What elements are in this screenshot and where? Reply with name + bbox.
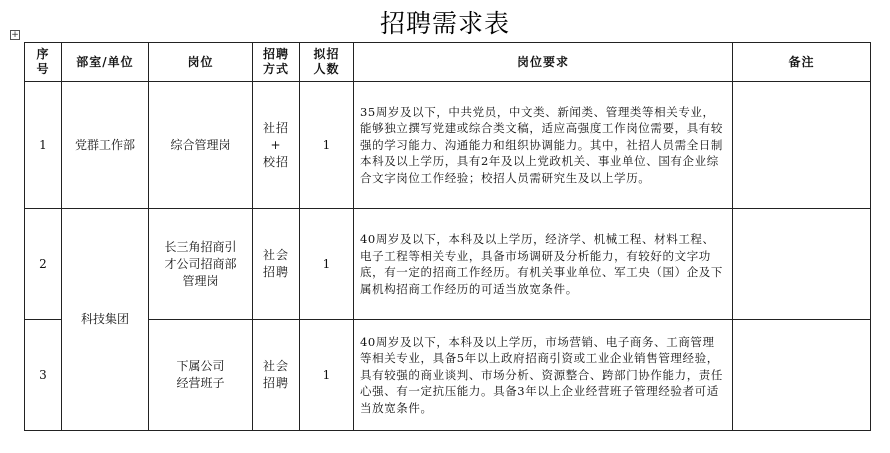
- row-1-method-line-3: 校招: [262, 154, 289, 169]
- header-no-line-2: 号: [36, 62, 50, 76]
- row-3-count: 1: [300, 320, 354, 431]
- row-2-remarks: [733, 209, 871, 320]
- row-1-remarks: [733, 82, 871, 209]
- header-count: [300, 43, 354, 82]
- row-2-method: [253, 209, 300, 320]
- header-method-line-1: 招聘: [262, 47, 289, 61]
- table-row: [25, 320, 871, 431]
- header-remarks: 备注: [733, 43, 871, 82]
- page-title: 招聘需求表: [379, 9, 510, 38]
- row-1-method-line-2: +: [270, 137, 282, 152]
- row-3-method: [253, 320, 300, 431]
- row-3-method-line-1: 社会: [262, 359, 289, 373]
- header-no-line-1: 序: [36, 47, 50, 61]
- row-2-method-line-1: 社会: [262, 248, 289, 262]
- row-3-post-line-1: 下属公司: [176, 359, 225, 373]
- header-dept: 部室/单位: [62, 43, 149, 82]
- recruitment-table: [24, 42, 871, 431]
- header-no: [25, 43, 62, 82]
- row-2-3-dept: 科技集团: [62, 209, 149, 431]
- header-method: [253, 43, 300, 82]
- row-3-post: [149, 320, 253, 431]
- row-1-post: 综合管理岗: [149, 82, 253, 209]
- header-requirements: 岗位要求: [354, 43, 733, 82]
- row-3-remarks: [733, 320, 871, 431]
- row-1-count: 1: [300, 82, 354, 209]
- row-3-post-line-2: 经营班子: [176, 376, 225, 390]
- header-count-line-2: 人数: [313, 62, 340, 76]
- table-row: [25, 82, 871, 209]
- table-header-row: [25, 43, 871, 82]
- header-count-line-1: 拟招: [313, 47, 340, 61]
- row-2-requirements: 40周岁及以下，本科及以上学历，经济学、机械工程、材料工程、电子工程等相关专业，具备市场调研及分析能力，有较好的文字功底，有一定的招商工作经历。有机关事业单位、军工央（国）企及下属机构招商工作经历的可适当放宽条件。: [354, 209, 733, 320]
- row-1-method: [253, 82, 300, 209]
- row-1-requirements: 35周岁及以下，中共党员，中文类、新闻类、管理类等相关专业，能够独立撰写党建或综合类文稿，适应高强度工作岗位需要，具有较强的学习能力、沟通能力和组织协调能力。其中，社招人员需全日制本科及以上学历，具有2年及以上党政机关、事业单位、国有企业综合文字岗位工作经验；校招人员需研究生及以上学历。: [354, 82, 733, 209]
- row-1-dept: 党群工作部: [62, 82, 149, 209]
- row-2-method-line-2: 招聘: [262, 265, 289, 279]
- row-1-method-line-1: 社招: [262, 120, 289, 135]
- move-anchor-icon[interactable]: +: [11, 30, 19, 40]
- row-2-post-line-2: 才公司招商部: [164, 256, 237, 271]
- row-1-no: 1: [25, 82, 62, 209]
- header-post: 岗位: [149, 43, 253, 82]
- row-2-post-line-1: 长三角招商引: [164, 239, 237, 254]
- table-row: [25, 209, 871, 320]
- row-2-post: [149, 209, 253, 320]
- header-method-line-2: 方式: [262, 62, 289, 76]
- row-2-no: 2: [25, 209, 62, 320]
- row-3-requirements: 40周岁及以下，本科及以上学历，市场营销、电子商务、工商管理等相关专业，具备5年以上政府招商引资或工业企业销售管理经验，具有较强的商业谈判、市场分析、资源整合、跨部门协作能力，责任心强、有一定抗压能力。具备3年以上企业经营班子管理经验者可适当放宽条件。: [354, 320, 733, 431]
- row-2-post-line-3: 管理岗: [182, 273, 219, 288]
- row-3-method-line-2: 招聘: [262, 376, 289, 390]
- row-2-count: 1: [300, 209, 354, 320]
- row-3-no: 3: [25, 320, 62, 431]
